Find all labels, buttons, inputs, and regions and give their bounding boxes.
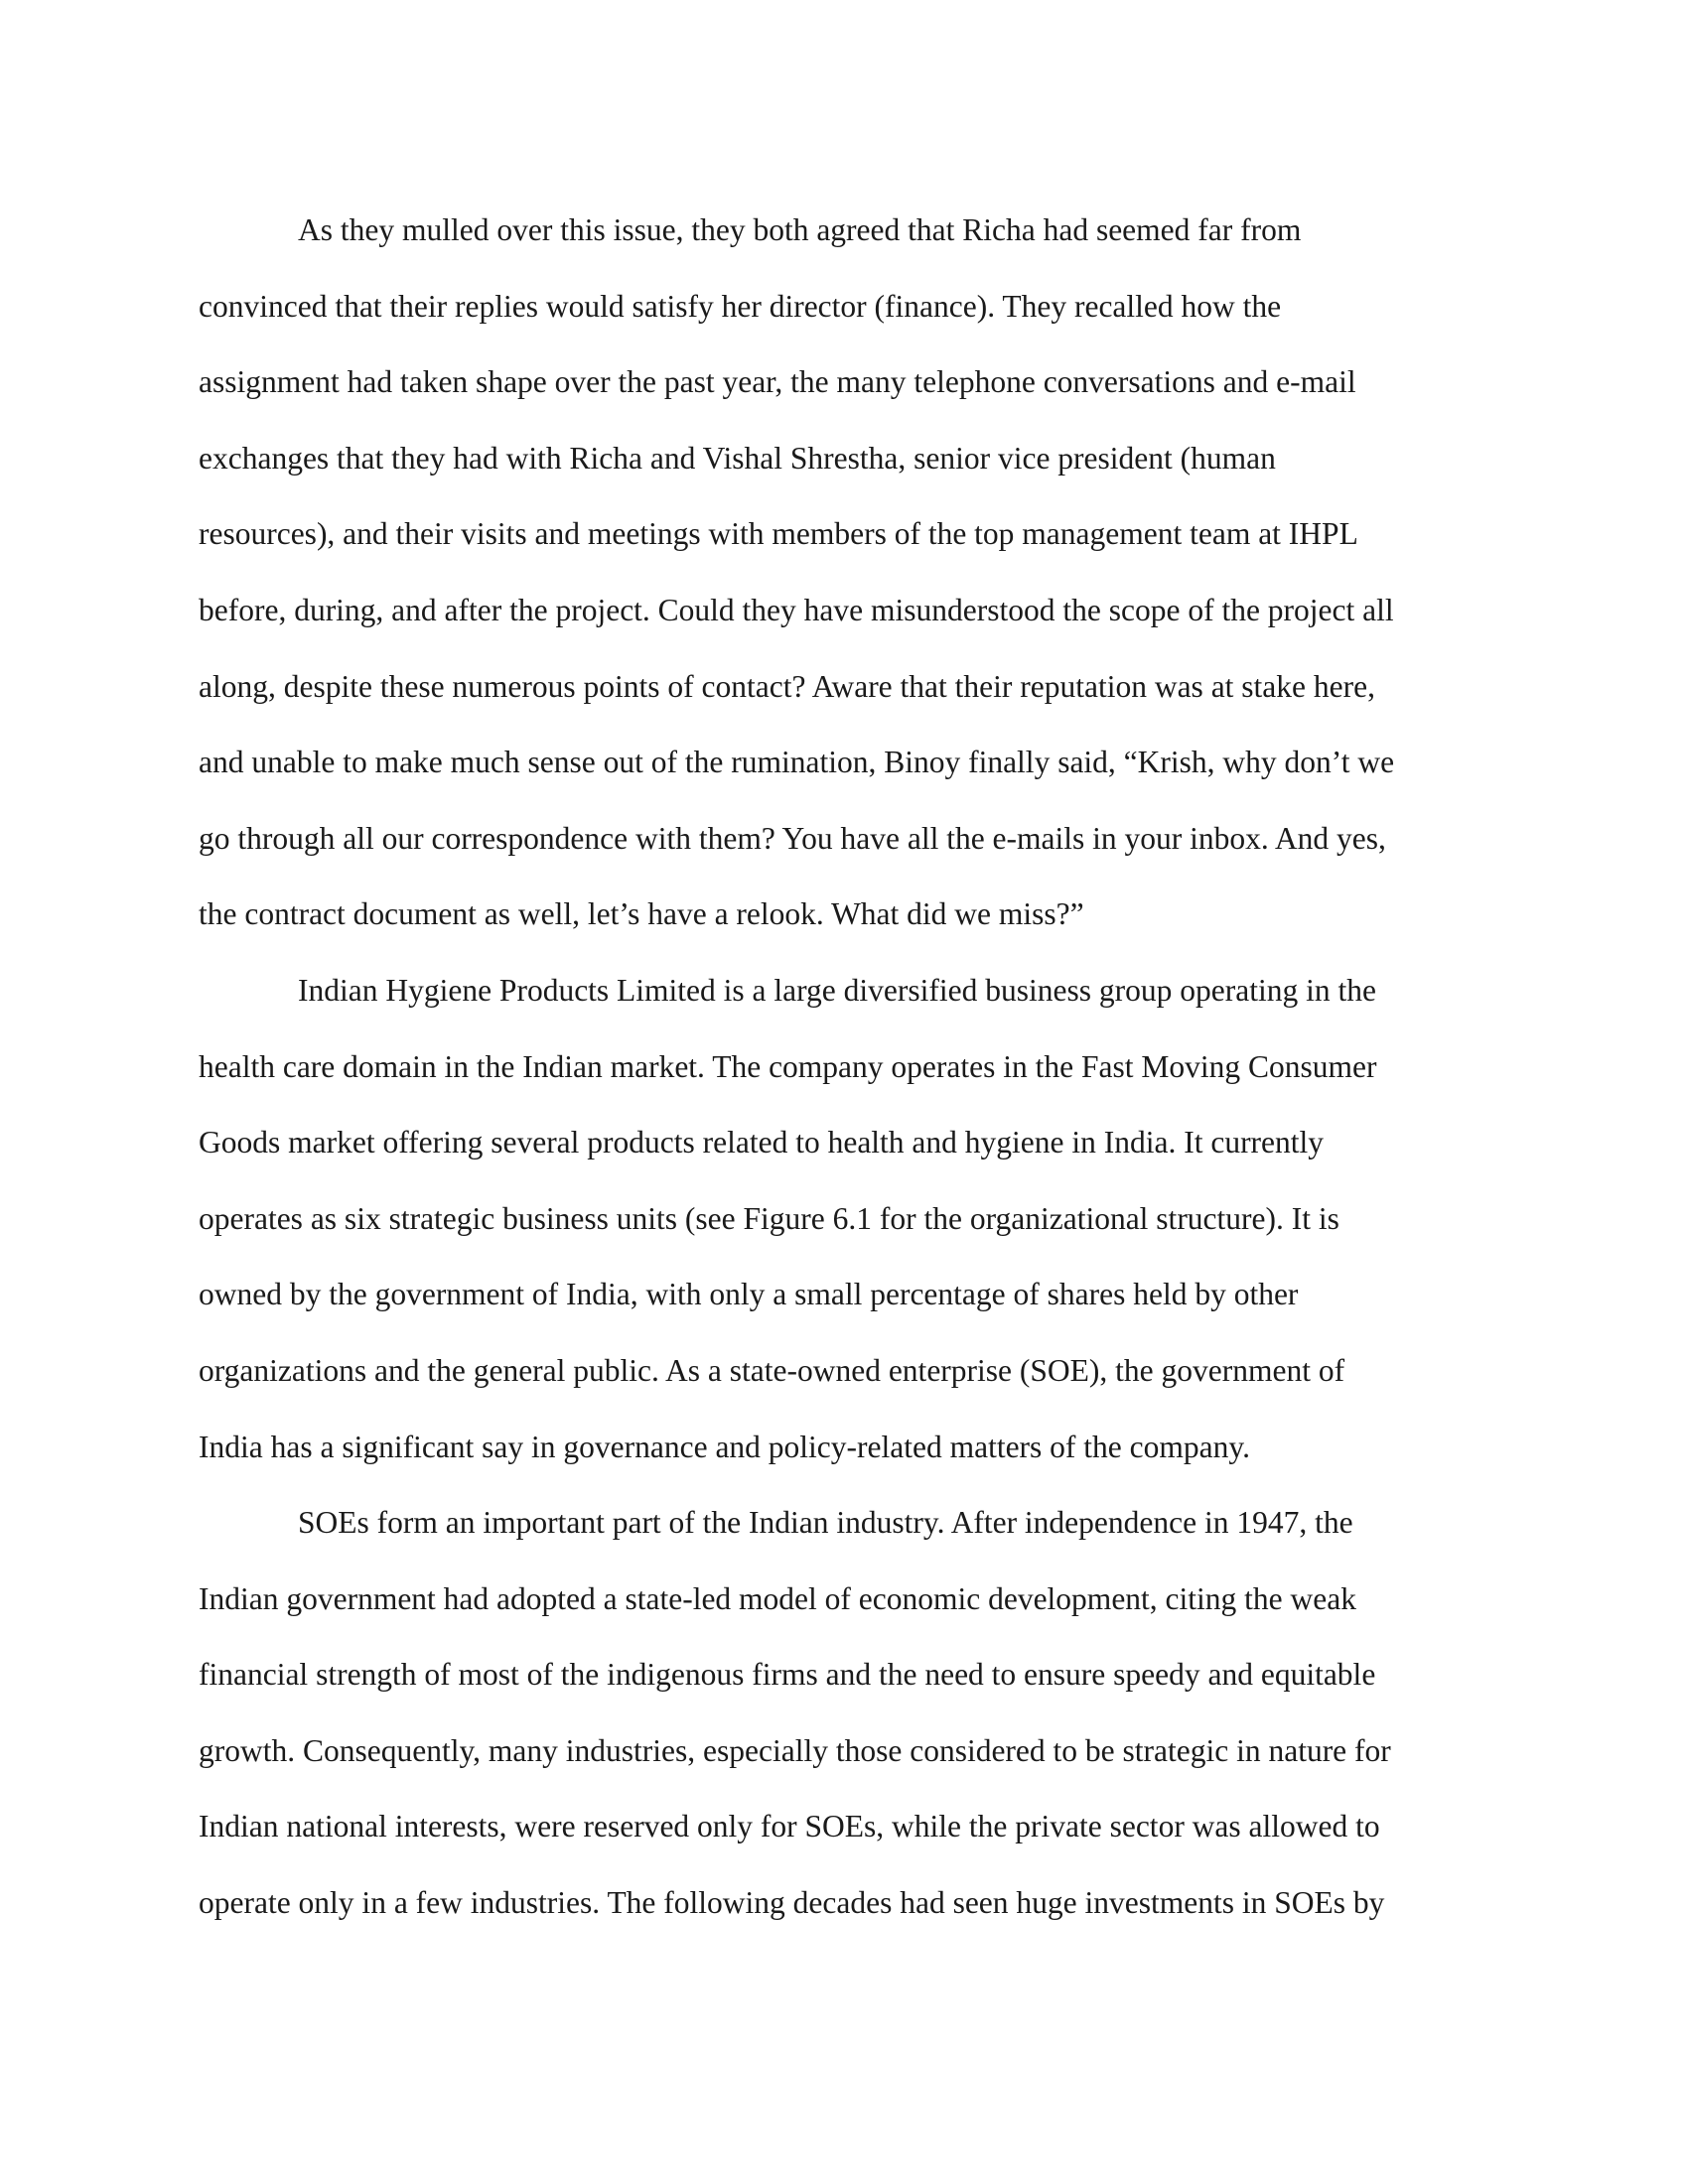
text-line: health care domain in the Indian market. The company operates in the Fast Moving Consumer	[199, 1048, 1377, 1084]
text-line: before, during, and after the project. Could they have misunderstood the scope of the project all	[199, 592, 1394, 627]
text-line: financial strength of most of the indigenous firms and the need to ensure speedy and equitable	[199, 1657, 1376, 1693]
text-line: operates as six strategic business units (see Figure 6.1 for the organizational structure). It is	[199, 1200, 1339, 1236]
text-line: Indian national interests, were reserved only for SOEs, while the private sector was allowed to	[199, 1809, 1380, 1844]
text-line: organizations and the general public. As a state-owned enterprise (SOE), the government of	[199, 1352, 1345, 1388]
text-line: India has a significant say in governance and policy-related matters of the company.	[199, 1429, 1250, 1464]
text-line: convinced that their replies would satisfy her director (finance). They recalled how the	[199, 288, 1282, 324]
paragraph-1	[199, 193, 1470, 953]
text-line: operate only in a few industries. The following decades had seen huge investments in SOEs by	[199, 1885, 1385, 1921]
text-line: Indian Hygiene Products Limited is a large diversified business group operating in the	[298, 972, 1376, 1008]
text-line: Goods market offering several products related to health and hygiene in India. It currently	[199, 1125, 1325, 1160]
text-line: and unable to make much sense out of the rumination, Binoy finally said, “Krish, why don’t we	[199, 745, 1395, 780]
text-line: Indian government had adopted a state-led model of economic development, citing the weak	[199, 1580, 1356, 1616]
text-line: along, despite these numerous points of contact? Aware that their reputation was at stake here,	[199, 668, 1375, 704]
text-line: exchanges that they had with Richa and Vishal Shrestha, senior vice president (human	[199, 440, 1276, 476]
text-line: assignment had taken shape over the past year, the many telephone conversations and e-mail	[199, 364, 1356, 400]
text-line: resources), and their visits and meetings with members of the top management team at IHPL	[199, 516, 1358, 552]
text-line: As they mulled over this issue, they both agreed that Richa had seemed far from	[298, 212, 1302, 247]
text-line: the contract document as well, let’s have a relook. What did we miss?”	[199, 896, 1084, 932]
text-line: owned by the government of India, with only a small percentage of shares held by other	[199, 1277, 1299, 1312]
paragraph-2	[199, 953, 1470, 1485]
text-line: growth. Consequently, many industries, especially those considered to be strategic in nature for	[199, 1732, 1391, 1768]
text-line: SOEs form an important part of the Indian industry. After independence in 1947, the	[298, 1505, 1353, 1541]
paragraph-3	[199, 1485, 1470, 1942]
text-line: go through all our correspondence with them? You have all the e-mails in your inbox. And yes,	[199, 820, 1386, 856]
body-text	[199, 193, 1470, 1942]
